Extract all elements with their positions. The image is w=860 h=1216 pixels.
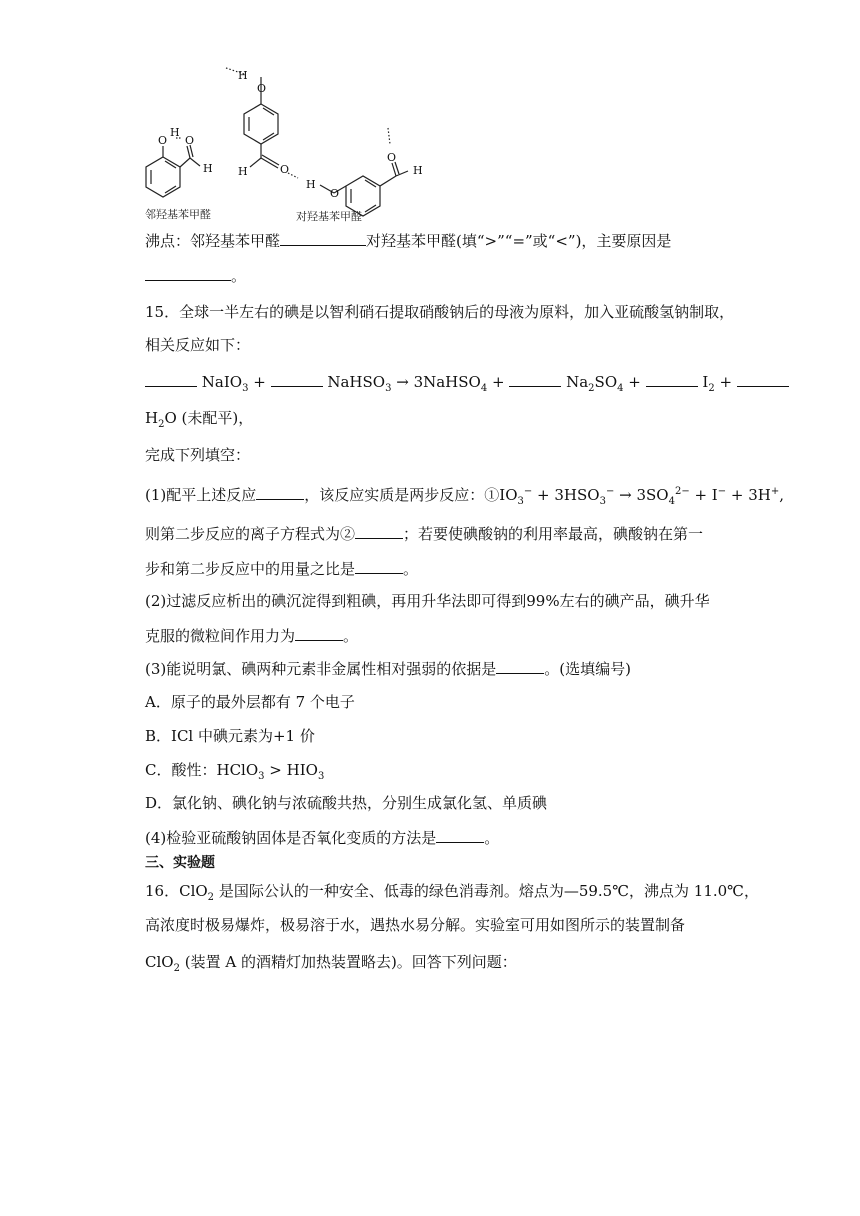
q16-line2: 高浓度时极易爆炸，极易溶于水，遇热水易分解。实验室可用如图所示的装置制备 [145, 916, 686, 934]
q15-part3: (3)能说明氯、碘两种元素非金属性相对强弱的依据是 。(选填编号) [145, 657, 631, 680]
q15-part1-line2: 则第二步反应的离子方程式为② ；若要使碘酸钠的利用率最高，碘酸钠在第一 [145, 522, 703, 545]
q15-stem2: 相关反应如下： [145, 336, 251, 354]
caption-ortho: 邻羟基苯甲醛 [145, 208, 211, 221]
caption-para: 对羟基苯甲醛 [296, 210, 362, 223]
answer-blank[interactable] [355, 557, 403, 574]
q16-line1: 16．ClO$_2$ 是国际公认的一种安全、低毒的绿色消毒剂。熔点为—59.5℃，沸点为 11.0℃， [145, 882, 759, 903]
q15-part2-line1: (2)过滤反应析出的碘沉淀得到粗碘，再用升华法即可得到99%左右的碘产品，碘升华 [145, 592, 710, 610]
q14-line2: 。 [145, 264, 246, 287]
answer-blank[interactable] [509, 370, 561, 387]
atom-o: O [330, 187, 340, 200]
q16-line3: ClO$_2$ (装置 A 的酒精灯加热装置略去)。回答下列问题： [145, 953, 517, 974]
atom-h: H [306, 178, 316, 191]
option-b: B．ICl 中碘元素为+1 价 [145, 727, 315, 745]
atom-o: O [158, 134, 168, 147]
section-heading: 三、实验题 [145, 855, 215, 871]
atom-o: O [257, 82, 267, 95]
answer-blank[interactable] [145, 264, 231, 281]
option-c: C．酸性：HClO$_3$ > $HIO_3$ [145, 761, 325, 782]
option-d: D．氯化钠、碘化钠与浓硫酸共热，分别生成氯化氢、单质碘 [145, 794, 548, 812]
answer-blank[interactable] [496, 657, 544, 674]
q15-part1-line1: (1)配平上述反应 ，该反应实质是两步反应：$①IO_3^- + 3HSO_3^- \to 3SO_4^{2-} + I^- + 3H^+$, [145, 483, 784, 506]
atom-h: H [413, 164, 423, 177]
answer-blank[interactable] [256, 483, 304, 500]
q15-instruction: 完成下列填空： [145, 446, 251, 464]
q15-equation: NaIO$_3$ + NaHSO$_3$ → 3NaHSO$_4$ + $Na_2SO_4 + I_2$ + [145, 370, 789, 393]
answer-blank[interactable] [355, 522, 403, 539]
answer-blank[interactable] [295, 624, 343, 641]
answer-blank[interactable] [280, 229, 366, 246]
option-a: A．原子的最外层都有 7 个电子 [145, 693, 355, 711]
structure-figure [130, 60, 460, 225]
q15-part1-line3: 步和第二步反应中的用量之比是 。 [145, 557, 418, 580]
answer-blank[interactable] [271, 370, 323, 387]
atom-o: O [280, 163, 290, 176]
answer-blank[interactable] [646, 370, 698, 387]
q15-part2-line2: 克服的微粒间作用力为 。 [145, 624, 358, 647]
atom-o: O [185, 134, 195, 147]
atom-h: H [170, 126, 180, 139]
q14-line1: 沸点：邻羟基苯甲醛 对羟基苯甲醛(填“>”“=”或“<”)，主要原因是 [145, 229, 671, 252]
q15-equation-h2o: $H_2O$ (未配平)， [145, 409, 254, 430]
atom-h: H [238, 69, 248, 82]
atom-h: H [203, 162, 213, 175]
atom-o: O [387, 151, 397, 164]
q15-stem1: 15．全球一半左右的碘是以智利硝石提取硝酸钠后的母液为原料，加入亚硫酸氢钠制取， [145, 303, 735, 321]
atom-h: H [238, 165, 248, 178]
answer-blank[interactable] [145, 370, 197, 387]
q15-part4: (4)检验亚硫酸钠固体是否氧化变质的方法是 。 [145, 826, 499, 849]
answer-blank[interactable] [436, 826, 484, 843]
answer-blank[interactable] [737, 370, 789, 387]
